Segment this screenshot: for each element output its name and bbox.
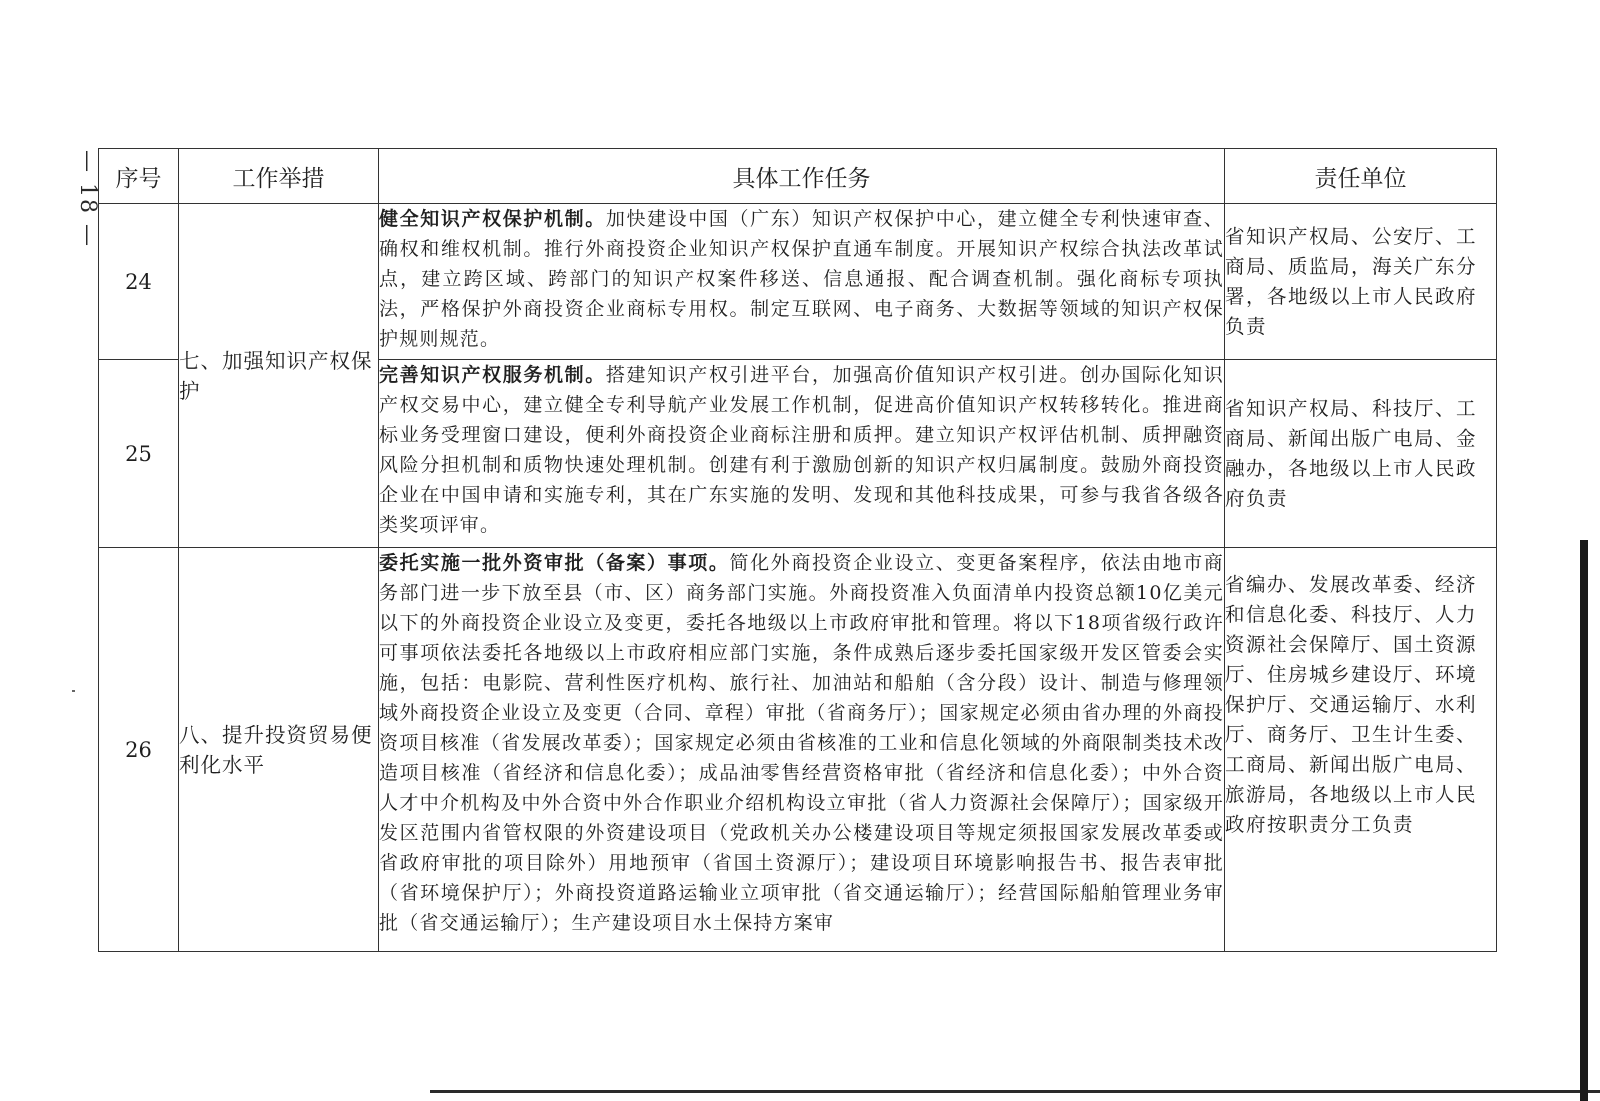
scan-edge-bottom: [430, 1090, 1600, 1093]
unit-cell: 省知识产权局、公安厅、工商局、质监局，海关广东分署，各地级以上市人民政府负责: [1225, 204, 1497, 360]
header-task: 具体工作任务: [379, 149, 1225, 204]
measure-cell: 八、提升投资贸易便利化水平: [179, 548, 379, 952]
header-row: [99, 149, 1497, 204]
task-table: [98, 148, 1497, 952]
page-number: — 18 —: [75, 150, 100, 248]
header-seq: 序号: [99, 149, 179, 204]
row-seq: 24: [99, 204, 179, 360]
scan-speck: [72, 690, 75, 692]
task-body: 简化外商投资企业设立、变更备案程序，依法由地市商务部门进一步下放至县（市、区）商务部门实施。外商投资准入负面清单内投资总额10亿美元以下的外商投资企业设立及变更，委托各地级以上市政府审批和管理。将以下18项省级行政许可事项依法委托各地级以上市政府相应部门实施，条件成熟后逐步委托国家级开发区管委会实施，包括：电影院、营利性医疗机构、旅行社、加油站和船舶（含分段）设计、制造与修理领域外商投资企业设立及变更（合同、章程）审批（省商务厅）；国家规定必须由省办理的外商投资项目核准（省发展改革委）；国家规定必须由省核准的工业和信息化领域的外商限制类技术改造项目核准（省经济和信息化委）；成品油零售经营资格审批（省经济和信息化委）；中外合资人才中介机构及中外合资中外合作职业介绍机构设立审批（省人力资源社会保障厅）；国家级开发区范围内省管权限的外资建设项目（党政机关办公楼建设项目等规定须报国家发展改革委或省政府审批的项目除外）用地预审（省国土资源厅）；建设项目环境影响报告书、报告表审批（省环境保护厅）；外商投资道路运输业立项审批（省交通运输厅）；经营国际船舶管理业务审批（省交通运输厅）；生产建设项目水土保持方案审: [379, 552, 1224, 934]
measure-cell: 七、加强知识产权保护: [179, 204, 379, 548]
scan-edge-right: [1580, 540, 1588, 1101]
unit-cell: 省编办、发展改革委、经济和信息化委、科技厅、人力资源社会保障厅、国土资源厅、住房城乡建设厅、环境保护厅、交通运输厅、水利厅、商务厅、卫生计生委、工商局、新闻出版广电局、旅游局，各地级以上市人民政府按职责分工负责: [1225, 548, 1497, 952]
table-row: [99, 204, 1497, 360]
table-row: [99, 548, 1497, 952]
row-seq: 25: [99, 360, 179, 548]
task-cell: [379, 548, 1225, 952]
task-body: 搭建知识产权引进平台，加强高价值知识产权引进。创办国际化知识产权交易中心，建立健全专利导航产业发展工作机制，促进高价值知识产权转移转化。推进商标业务受理窗口建设，便利外商投资企业商标注册和质押。建立知识产权评估机制、质押融资风险分担机制和质物快速处理机制。创建有利于激励创新的知识产权归属制度。鼓励外商投资企业在中国申请和实施专利，其在广东实施的发明、发现和其他科技成果，可参与我省各级各类奖项评审。: [379, 364, 1224, 536]
task-lead: 委托实施一批外资审批（备案）事项。: [379, 552, 730, 574]
task-lead: 健全知识产权保护机制。: [379, 208, 606, 230]
header-measure: 工作举措: [179, 149, 379, 204]
task-lead: 完善知识产权服务机制。: [379, 364, 606, 386]
task-cell: [379, 360, 1225, 548]
task-body: 加快建设中国（广东）知识产权保护中心，建立健全专利快速审查、确权和维权机制。推行外商投资企业知识产权保护直通车制度。开展知识产权综合执法改革试点，建立跨区域、跨部门的知识产权案件移送、信息通报、配合调查机制。强化商标专项执法，严格保护外商投资企业商标专用权。制定互联网、电子商务、大数据等领域的知识产权保护规则规范。: [379, 208, 1224, 350]
header-unit: 责任单位: [1225, 149, 1497, 204]
row-seq: 26: [99, 548, 179, 952]
task-cell: [379, 204, 1225, 360]
unit-cell: 省知识产权局、科技厅、工商局、新闻出版广电局、金融办，各地级以上市人民政府负责: [1225, 360, 1497, 548]
